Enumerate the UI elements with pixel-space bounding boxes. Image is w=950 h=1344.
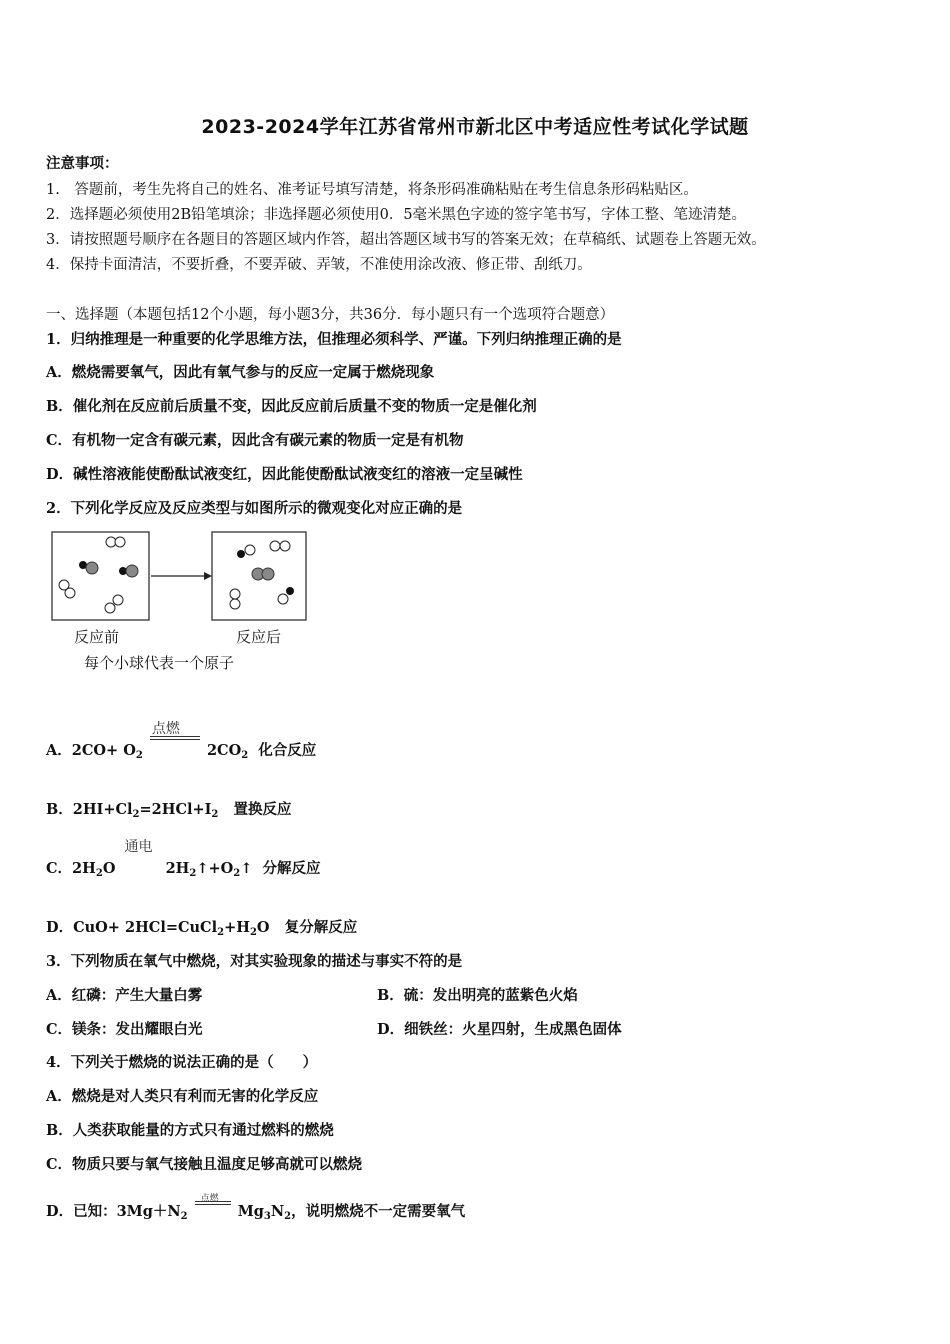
reaction-type: 分解反应	[262, 860, 321, 877]
q1-option-b: B．催化剂在反应前后质量不变，因此反应前后质量不变的物质一定是催化剂	[46, 398, 537, 415]
subscript: 2	[135, 750, 143, 761]
condition-label: 点燃	[151, 721, 180, 737]
q1-option-d: D．碱性溶液能使酚酞试液变红，因此能使酚酞试液变红的溶液一定呈碱性	[46, 466, 523, 483]
q2-option-c	[46, 839, 321, 879]
subscript: 2	[217, 927, 225, 938]
reaction-condition	[123, 839, 159, 876]
q3-option-c: C．镁条：发出耀眼白光	[46, 1021, 203, 1038]
q3-option-d: D．细铁丝：火星四射，生成黑色固体	[377, 1021, 622, 1038]
q2-d-part: O	[256, 919, 270, 936]
subscript: 2	[189, 868, 197, 879]
equals-bar	[195, 1201, 231, 1205]
reaction-type: 复分解反应	[284, 919, 358, 936]
reaction-type: 置换反应	[233, 801, 292, 818]
q4-option-b: B．人类获取能量的方式只有通过燃料的燃烧	[46, 1122, 334, 1139]
q1-stem: 1．归纳推理是一种重要的化学思维方法，但推理必须科学、严谨。下列归纳推理正确的是	[46, 331, 622, 348]
notice-item: 1. 答题前，考生先将自己的姓名、准考证号填写清楚，将条形码准确粘贴在考生信息条形码粘贴区。	[46, 182, 698, 198]
q2-b-part: =2HCl+I	[139, 801, 212, 818]
q2-c-part: ↑	[240, 860, 253, 877]
subscript: 2	[180, 1211, 188, 1222]
q2-b-part: B．2HI+Cl	[46, 801, 133, 818]
notice-heading: 注意事项：	[46, 155, 119, 172]
q1-option-a: A．燃烧需要氧气，因此有氧气参与的反应一定属于燃烧现象	[46, 364, 435, 381]
q2-c-part: ↑+O	[196, 860, 234, 877]
subscript: 2	[241, 750, 249, 761]
section-heading: 一、选择题（本题包括12个小题，每小题3分，共36分．每小题只有一个选项符合题意）	[46, 307, 615, 323]
subscript: 2	[211, 809, 219, 820]
after-label: 反应后	[236, 628, 282, 646]
before-label: 反应前	[74, 628, 120, 646]
q4-option-a: A．燃烧是对人类只有利而无害的化学反应	[46, 1088, 319, 1105]
notice-item: 3．请按照题号顺序在各题目的答题区域内作答，超出答题区域书写的答案无效；在草稿纸、试题卷上答题无效。	[46, 232, 766, 248]
subscript: 2	[95, 868, 103, 879]
reaction-condition	[195, 1194, 231, 1219]
q2-option-b	[46, 798, 292, 820]
q2-d-part: D．CuO+ 2HCl=CuCl	[46, 919, 218, 936]
q2-option-d	[46, 916, 357, 938]
q2-c-part: 2H	[165, 860, 190, 877]
q2-c-part: C．2H	[46, 860, 96, 877]
q4-stem: 4．下列关于燃烧的说法正确的是（ ）	[46, 1054, 318, 1071]
q2-d-part: +H	[224, 919, 250, 936]
q4-option-c: C．物质只要与氧气接触且温度足够高就可以燃烧	[46, 1156, 363, 1173]
subscript: 2	[284, 1211, 292, 1222]
subscript: 2	[233, 868, 241, 879]
subscript: 3	[263, 1211, 271, 1222]
q2-stem: 2．下列化学反应及反应类型与如图所示的微观变化对应正确的是	[46, 500, 463, 517]
micro-reaction-figure	[48, 528, 318, 623]
q4-option-d	[46, 1194, 466, 1222]
diagram-note: 每个小球代表一个原子	[84, 654, 235, 672]
reaction-diagram	[48, 528, 318, 678]
q2-a-product: 2CO	[206, 742, 242, 759]
notice-item: 2．选择题必须使用2B铅笔填涂；非选择题必须使用0．5毫米黑色字迹的签字笔书写，字体工整、笔迹清楚。	[46, 207, 747, 223]
q2-option-a	[46, 721, 317, 761]
q3-option-a: A．红磷：产生大量白雾	[46, 987, 203, 1004]
q3-stem: 3．下列物质在氧气中燃烧，对其实验现象的描述与事实不符的是	[46, 953, 463, 970]
equals-bar	[150, 736, 200, 740]
reaction-type: 化合反应	[258, 742, 317, 759]
subscript: 2	[249, 927, 257, 938]
q4-d-part: Mg	[237, 1203, 264, 1220]
reaction-condition	[150, 721, 200, 758]
condition-label: 通电	[124, 839, 153, 855]
q2-a-reactants: A．2CO+ O	[46, 742, 136, 759]
condition-label: 点燃	[200, 1194, 219, 1204]
q1-option-c: C．有机物一定含有碳元素，因此含有碳元素的物质一定是有机物	[46, 432, 464, 449]
page-title: 2023-2024学年江苏省常州市新北区中考适应性考试化学试题	[201, 116, 749, 138]
q4-d-part: N	[270, 1203, 285, 1220]
q4-d-part: ，说明燃烧不一定需要氧气	[291, 1203, 466, 1220]
q2-c-part: O	[102, 860, 116, 877]
notice-item: 4．保持卡面清洁，不要折叠，不要弄破、弄皱，不准使用涂改液、修正带、刮纸刀。	[46, 257, 592, 273]
subscript: 2	[132, 809, 140, 820]
q4-d-part: D．已知：3Mg＋N	[46, 1203, 181, 1220]
q3-option-b: B．硫：发出明亮的蓝紫色火焰	[377, 987, 578, 1004]
